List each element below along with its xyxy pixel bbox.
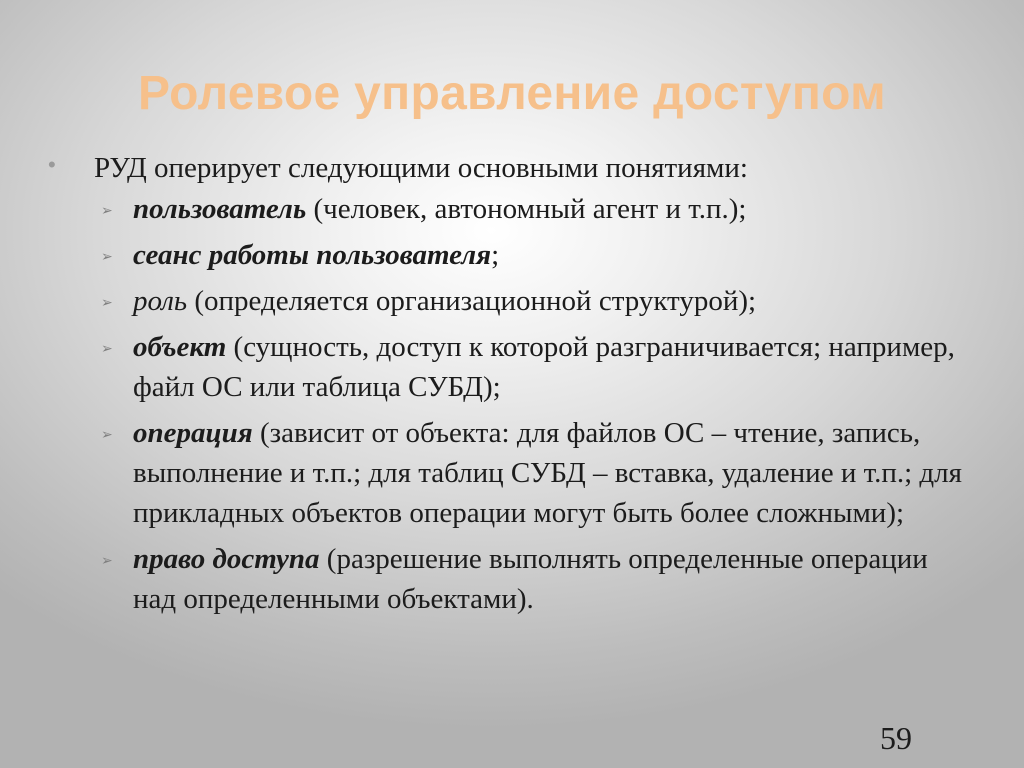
sub-item-access-right [0, 539, 1024, 619]
bullet-dot-icon: • [48, 152, 56, 177]
arrowhead-bullet-icon: ➢ [101, 427, 113, 443]
term-description: (определяется организационной структурой); [187, 285, 757, 317]
sub-item-object [0, 327, 1024, 407]
term-description: (человек, автономный агент и т.п.); [306, 193, 747, 225]
arrowhead-bullet-icon: ➢ [101, 341, 113, 357]
sub-item-text [133, 539, 963, 619]
term-description: (сущность, доступ к которой разграничивается; например, файл ОС или таблица СУБД); [133, 331, 955, 403]
sub-item-text [133, 413, 963, 533]
term-session: сеанс работы пользователя [133, 239, 492, 271]
term-role: роль [133, 285, 188, 317]
sub-item-role [0, 281, 1024, 321]
term-user: пользователь [133, 193, 307, 225]
term-description: (зависит от объекта: для файлов ОС – чтение, запись, выполнение и т.п.; для таблиц СУБД – вставка, удаление и т.п.; для прикладных объектов операции могут быть более сложными); [133, 417, 962, 529]
term-object: объект [133, 331, 227, 363]
term-access-right: право доступа [133, 543, 320, 575]
term-description: (разрешение выполнять определенные операции над определенными объектами). [133, 543, 928, 615]
page-number: 59 [880, 720, 912, 756]
intro-text: РУД оперирует следующими основными понятиями: [94, 152, 748, 184]
term-description: ; [491, 239, 500, 271]
slide-title: Ролевое управление доступом [138, 67, 886, 120]
slide-content [0, 147, 1024, 625]
arrowhead-bullet-icon: ➢ [101, 553, 113, 569]
arrowhead-bullet-icon: ➢ [101, 249, 113, 265]
sub-item-text [133, 281, 963, 321]
sub-item-operation [0, 413, 1024, 533]
bullet-item-intro [0, 147, 1024, 189]
sub-item-user [0, 189, 1024, 229]
sub-item-text [133, 327, 963, 407]
sub-item-session [0, 235, 1024, 275]
sub-item-text [133, 189, 963, 229]
term-operation: операция [133, 417, 253, 449]
arrowhead-bullet-icon: ➢ [101, 203, 113, 219]
sub-item-text [133, 235, 963, 275]
arrowhead-bullet-icon: ➢ [101, 295, 113, 311]
